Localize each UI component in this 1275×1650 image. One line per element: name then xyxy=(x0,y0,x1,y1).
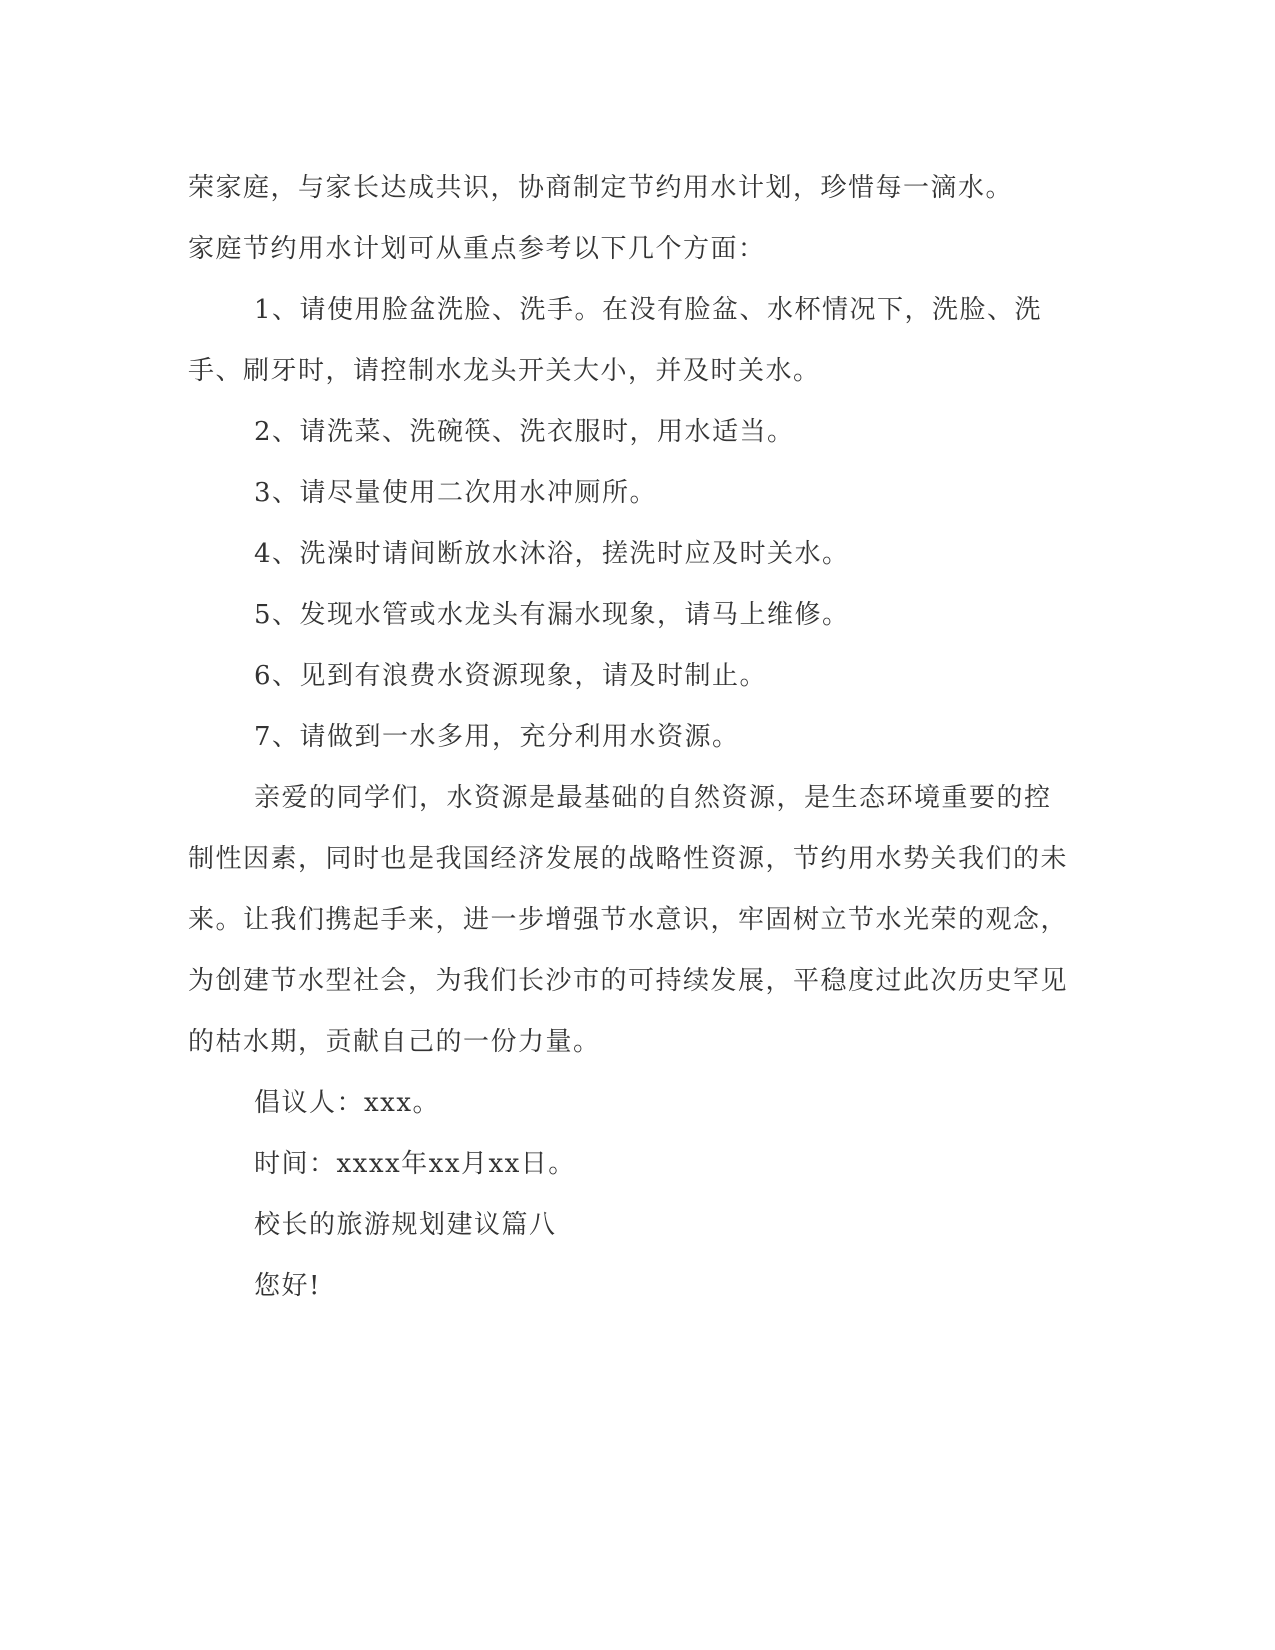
paragraph-plan-intro: 家庭节约用水计划可从重点参考以下几个方面： xyxy=(188,234,766,264)
list-item-5: 5、发现水管或水龙头有漏水现象，请马上维修。 xyxy=(254,600,850,630)
signature-date: 时间：xxxx年xx月xx日。 xyxy=(254,1149,576,1179)
list-item-7: 7、请做到一水多用，充分利用水资源。 xyxy=(254,722,740,752)
list-item-1: 1、请使用脸盆洗脸、洗手。在没有脸盆、水杯情况下，洗脸、洗手、刷牙时，请控制水龙头开关大小，并及时关水。 xyxy=(188,295,1043,386)
document-body xyxy=(188,158,1068,1317)
paragraph-appeal: 亲爱的同学们，水资源是最基础的自然资源，是生态环境重要的控制性因素，同时也是我国经济发展的战略性资源，节约用水势关我们的未来。让我们携起手来，进一步增强节水意识，牢固树立节水光荣的观念，为创建节水型社会，为我们长沙市的可持续发展，平稳度过此次历史罕见的枯水期，贡献自己的一份力量。 xyxy=(188,783,1069,1057)
signature-proposer: 倡议人：xxx。 xyxy=(254,1088,440,1118)
paragraph-continuation: 荣家庭，与家长达成共识，协商制定节约用水计划，珍惜每一滴水。 xyxy=(188,173,1014,203)
list-item-3: 3、请尽量使用二次用水冲厕所。 xyxy=(254,478,658,508)
list-item-2: 2、请洗菜、洗碗筷、洗衣服时，用水适当。 xyxy=(254,417,795,447)
section-heading: 校长的旅游规划建议篇八 xyxy=(254,1210,557,1240)
list-item-6: 6、见到有浪费水资源现象，请及时制止。 xyxy=(254,661,768,691)
greeting: 您好! xyxy=(254,1271,321,1301)
list-item-4: 4、洗澡时请间断放水沐浴，搓洗时应及时关水。 xyxy=(254,539,850,569)
